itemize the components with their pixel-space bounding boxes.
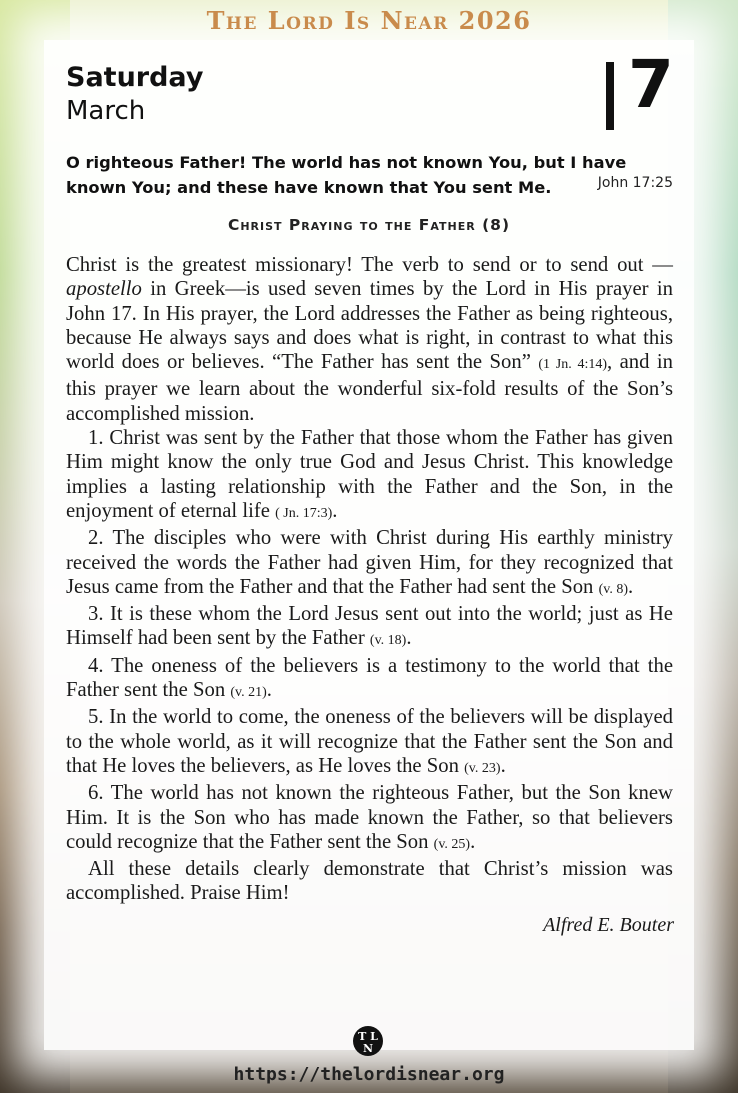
paragraph-conclusion: All these details clearly demonstrate that Christ’s mission was accomplished. Praise Him! bbox=[66, 858, 673, 905]
scripture-ref: (v. 21) bbox=[230, 685, 267, 701]
verse-reference: John 17:25 bbox=[597, 175, 673, 191]
month: March bbox=[66, 96, 146, 126]
paragraph-intro: Christ is the greatest missionary! The verb to send or to send out —apostello in Greek—is used seven times by the Lord in His prayer in John 17. In His prayer, the Lord addresses the Father as being righteous, because He always says and does what is right, in contrast to what this world does or believes. “The Father has sent the Son” (1 Jn. 4:14), and in this prayer we learn about the wonderful six-fold results of the Son’s accomplished mission. bbox=[66, 254, 673, 425]
article-title: Christ Praying to the Father (8) bbox=[227, 216, 511, 234]
paragraph-point-4: 4. The oneness of the believers is a testimony to the world that the Father sent the Son (v. 21). bbox=[66, 654, 673, 702]
svg-text:T L: T L bbox=[358, 1030, 378, 1043]
scripture-ref: (v. 25) bbox=[433, 836, 471, 852]
scripture-ref: (v. 8) bbox=[598, 581, 628, 597]
paragraph-point-3: 3. It is these whom the Lord Jesus sent out into the world; just as He Himself had been sent by the Father (v. 18). bbox=[66, 603, 673, 650]
verse-text: O righteous Father! The world has not known You, but I have known You; and these have known that You sent Me. bbox=[66, 153, 627, 197]
scripture-ref: (v. 18) bbox=[369, 633, 407, 649]
date-number: 7 bbox=[628, 46, 674, 123]
weekday: Saturday bbox=[66, 62, 204, 93]
paragraph-point-5: 5. In the world to come, the oneness of the believers will be displayed to the whole world, as it will recognize that the Father sent the Son and that He loves the believers, as He loves the Son (v. 23). bbox=[66, 706, 673, 777]
website-link[interactable]: https://thelordisnear.org bbox=[233, 1064, 505, 1085]
scripture-ref: (v. 23) bbox=[464, 760, 501, 776]
tln-logo-icon bbox=[352, 1025, 384, 1057]
svg-text:N: N bbox=[362, 1042, 374, 1055]
publication-banner: The Lord Is Near 2026 bbox=[206, 6, 532, 35]
paragraph-point-6: 6. The world has not known the righteous Father, but the Son knew Him. It is the Son who has made known the Father, so that believers could recognize that the Father sent the Son (v. 25). bbox=[66, 782, 673, 853]
author-signature: Alfred E. Bouter bbox=[543, 914, 674, 936]
paragraph-point-1: 1. Christ was sent by the Father that those whom the Father has given Him might know the only true God and Jesus Christ. This knowledge implies a lasting relationship with the Father and the Son, in the enjoyment of eternal life ( Jn. 17:3). bbox=[66, 427, 673, 522]
article-body bbox=[66, 253, 673, 906]
scripture-ref: (1 Jn. 4:14) bbox=[538, 357, 608, 373]
date-divider bbox=[606, 62, 614, 130]
paragraph-point-2: 2. The disciples who were with Christ during His earthly ministry received the words the Father had given Him, for they recognized that Jesus came from the Father and that the Father had sent the Son (v. 8). bbox=[66, 527, 673, 598]
scripture-ref: ( Jn. 17:3) bbox=[275, 505, 333, 521]
